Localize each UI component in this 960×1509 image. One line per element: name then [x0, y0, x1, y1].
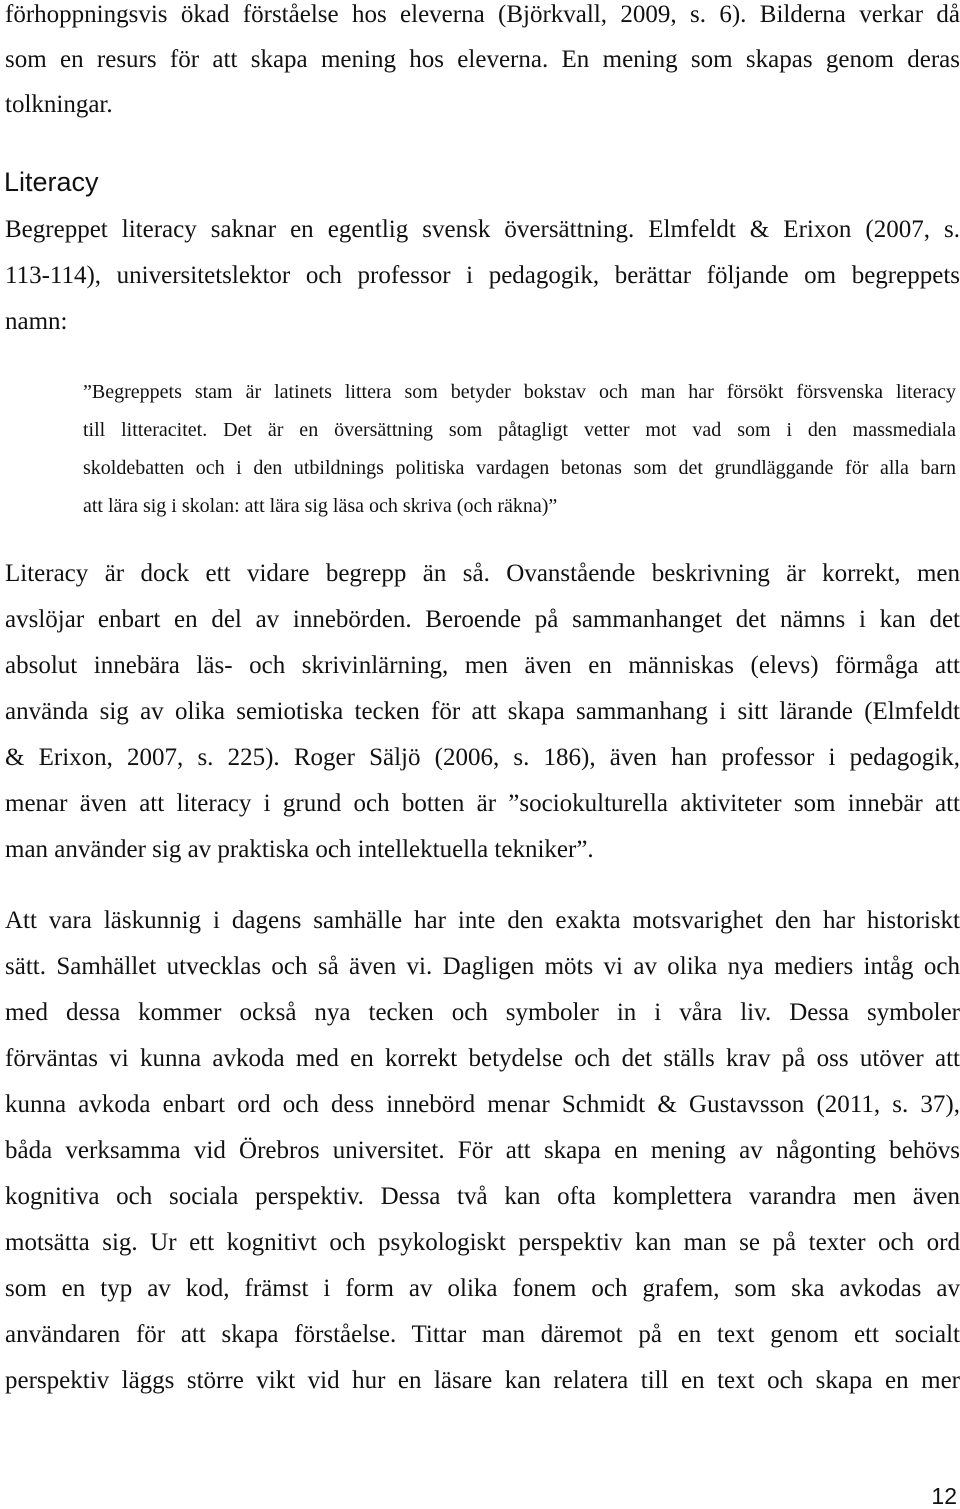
paragraph2-line-5: & Erixon, 2007, s. 225). Roger Säljö (2006, s. 186), även han professor i pedagogik, — [5, 744, 960, 771]
paragraph1-line-1: Begreppet literacy saknar en egentlig svensk översättning. Elmfeldt & Erixon (2007, s. — [5, 216, 960, 243]
paragraph3-line-3: med dessa kommer också nya tecken och symboler in i våra liv. Dessa symboler — [5, 999, 960, 1026]
paragraph2-line-2: avslöjar enbart en del av innebörden. Beroende på sammanhanget det nämns i kan det — [5, 606, 960, 633]
paragraph2-line-3: absolut innebära läs- och skrivinlärning, men även en människas (elevs) förmåga att — [5, 652, 960, 679]
paragraph3-line-9: som en typ av kod, främst i form av olika fonem och grafem, som ska avkodas av — [5, 1275, 960, 1302]
paragraph3-line-1: Att vara läskunnig i dagens samhälle har inte den exakta motsvarighet den har historiskt — [5, 907, 960, 934]
paragraph1-line-3: namn: — [5, 308, 68, 335]
paragraph3-line-10: användaren för att skapa förståelse. Tittar man däremot på en text genom ett socialt — [5, 1321, 960, 1348]
paragraph2-line-1: Literacy är dock ett vidare begrepp än så. Ovanstående beskrivning är korrekt, men — [5, 560, 960, 587]
quote-line-4: att lära sig i skolan: att lära sig läsa och skriva (och räkna)” — [83, 495, 558, 517]
paragraph2-line-6: menar även att literacy i grund och botten är ”sociokulturella aktiviteter som innebär att — [5, 790, 960, 817]
quote-line-3: skoldebatten och i den utbildnings politiska vardagen betonas som det grundläggande för alla barn — [83, 457, 956, 479]
paragraph3-line-2: sätt. Samhället utvecklas och så även vi. Dagligen möts vi av olika nya mediers intåg och — [5, 953, 960, 980]
intro-line-1: förhoppningsvis ökad förståelse hos eleverna (Björkvall, 2009, s. 6). Bilderna verkar då — [5, 1, 960, 28]
paragraph3-line-6: båda verksamma vid Örebros universitet. För att skapa en mening av någonting behövs — [5, 1137, 960, 1164]
quote-line-1: ”Begreppets stam är latinets littera som betyder bokstav och man har försökt försvenska literacy — [83, 381, 956, 403]
paragraph2-line-4: använda sig av olika semiotiska tecken för att skapa sammanhang i sitt lärande (Elmfeldt — [5, 698, 960, 725]
page-number: 12 — [931, 1483, 957, 1509]
paragraph2-line-7: man använder sig av praktiska och intellektuella tekniker”. — [5, 836, 594, 863]
section-heading: Literacy — [4, 167, 99, 197]
paragraph1-line-2: 113-114), universitetslektor och professor i pedagogik, berättar följande om begreppets — [5, 262, 960, 289]
paragraph3-line-4: förväntas vi kunna avkoda med en korrekt betydelse och det ställs krav på oss utöver att — [5, 1045, 960, 1072]
paragraph3-line-5: kunna avkoda enbart ord och dess innebörd menar Schmidt & Gustavsson (2011, s. 37), — [5, 1091, 960, 1118]
paragraph3-line-8: motsätta sig. Ur ett kognitivt och psykologiskt perspektiv kan man se på texter och ord — [5, 1229, 960, 1256]
paragraph3-line-7: kognitiva och sociala perspektiv. Dessa två kan ofta komplettera varandra men även — [5, 1183, 960, 1210]
paragraph3-line-11: perspektiv läggs större vikt vid hur en läsare kan relatera till en text och skapa en mer — [5, 1367, 960, 1394]
intro-line-2: som en resurs för att skapa mening hos eleverna. En mening som skapas genom deras — [5, 46, 960, 73]
quote-line-2: till litteracitet. Det är en översättning som påtagligt vetter mot vad som i den massmediala — [83, 419, 956, 441]
intro-line-3: tolkningar. — [5, 91, 113, 118]
